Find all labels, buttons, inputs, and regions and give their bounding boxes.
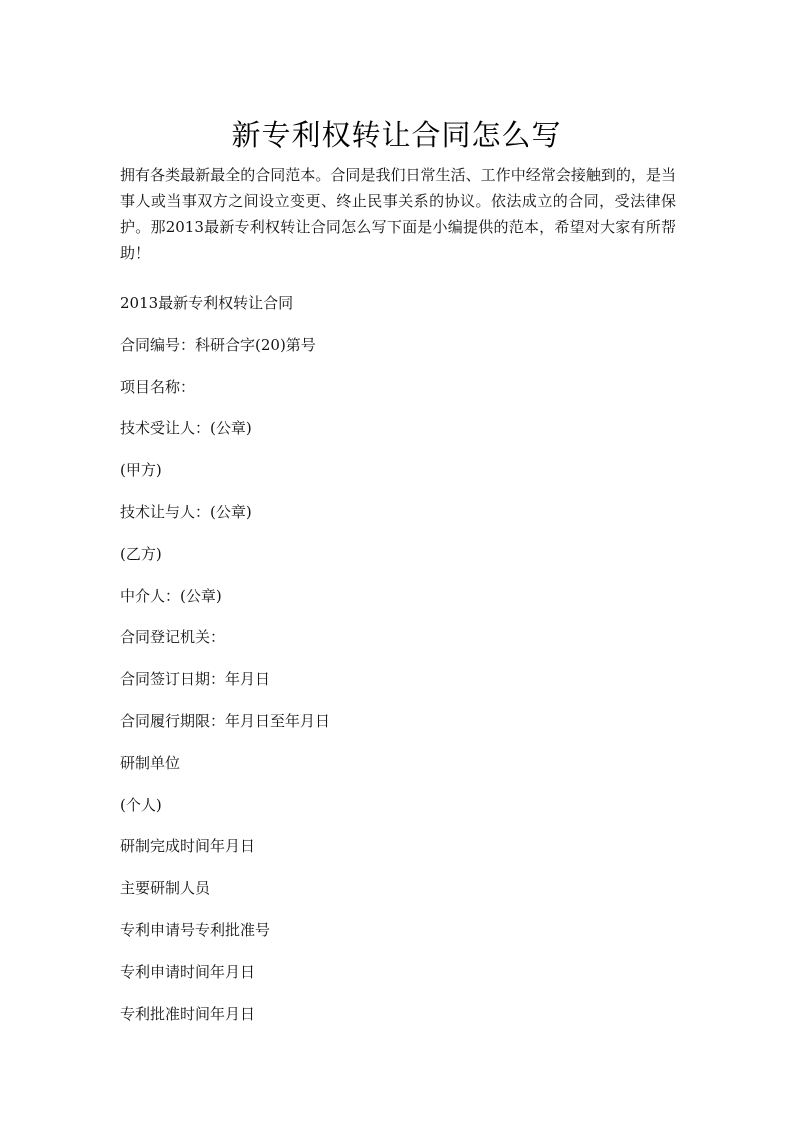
transferee-line: 技术受让人：(公章) xyxy=(120,419,252,438)
transferor-line: 技术让与人：(公章) xyxy=(120,502,252,521)
completion-date-line: 研制完成时间年月日 xyxy=(120,837,256,856)
performance-period-line: 合同履行期限：年月日至年月日 xyxy=(120,711,331,730)
document-title: 新专利权转让合同怎么写 xyxy=(231,118,562,153)
signing-date-line: 合同签订日期：年月日 xyxy=(120,670,271,689)
party-a-line: (甲方) xyxy=(120,461,162,480)
developer-unit-line: 研制单位 xyxy=(120,753,181,772)
main-developers-line: 主要研制人员 xyxy=(120,879,211,898)
project-name-line: 项目名称： xyxy=(120,377,196,396)
patent-application-date-line: 专利申请时间年月日 xyxy=(120,962,256,981)
contract-number-line: 合同编号：科研合字(20)第号 xyxy=(120,335,316,354)
contract-heading: 2013最新专利权转让合同 xyxy=(120,294,294,312)
contract-fields-list xyxy=(120,290,680,1042)
registration-authority-line: 合同登记机关： xyxy=(120,628,226,647)
intro-paragraph: 拥有各类最新最全的合同范本。合同是我们日常生活、工作中经常会接触到的，是当事人或当事双方之间设立变更、终止民事关系的协议。依法成立的合同，受法律保护。那2013最新专利权转让合同怎么写下面是小编提供的范本，希望对大家有所帮助！ xyxy=(120,166,676,262)
patent-numbers-line: 专利申请号专利批准号 xyxy=(120,920,271,939)
patent-approval-date-line: 专利批准时间年月日 xyxy=(120,1004,256,1023)
party-b-line: (乙方) xyxy=(120,544,162,563)
intermediary-line: 中介人：(公章) xyxy=(120,586,222,605)
individual-line: (个人) xyxy=(120,795,162,814)
